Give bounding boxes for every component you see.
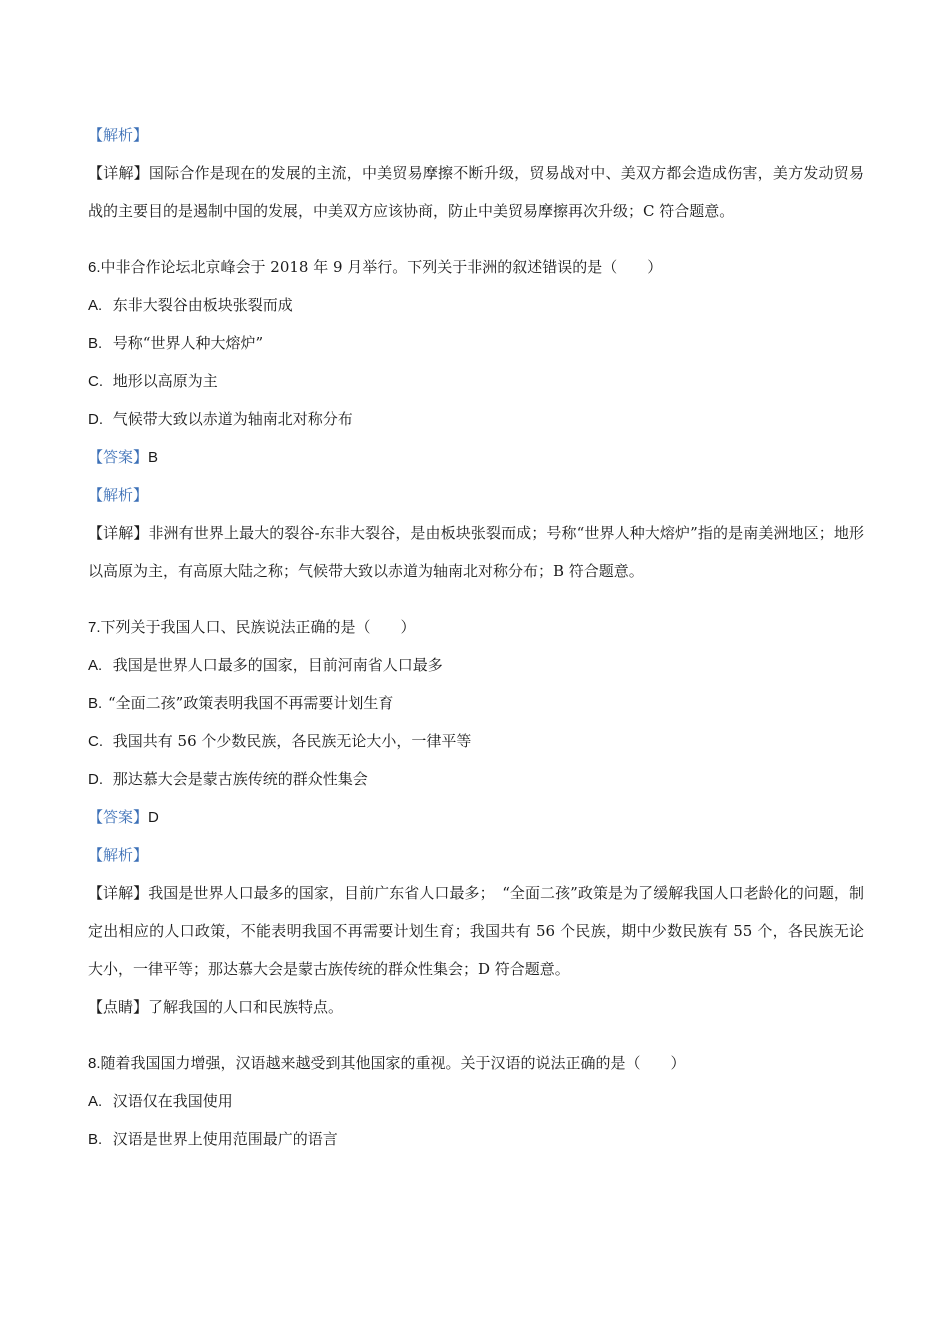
option-letter: D.	[88, 411, 103, 428]
document-page	[88, 116, 864, 1158]
detail-paragraph	[88, 514, 864, 590]
option-text: 我国共有 56 个少数民族，各民族无论大小，一律平等	[112, 732, 472, 750]
answer-value: D	[148, 809, 159, 826]
question-stem	[88, 608, 864, 646]
detail-paragraph	[88, 874, 864, 988]
analysis-label: 【解析】	[88, 486, 149, 504]
detail-paragraph	[88, 154, 864, 230]
option-b	[88, 1120, 864, 1158]
spacer	[88, 590, 864, 608]
spacer	[88, 1026, 864, 1044]
comment-text: 了解我国的人口和民族特点。	[148, 998, 344, 1016]
option-letter: B.	[88, 335, 103, 352]
option-a	[88, 646, 864, 684]
question-text: 中非合作论坛北京峰会于 2018 年 9 月举行。下列关于非洲的叙述错误的是（ ）	[100, 258, 663, 276]
option-d	[88, 400, 864, 438]
option-letter: D.	[88, 771, 103, 788]
option-letter: A.	[88, 297, 103, 314]
option-text: 汉语是世界上使用范围最广的语言	[112, 1130, 338, 1148]
option-a	[88, 1082, 864, 1120]
question-text: 随着我国国力增强，汉语越来越受到其他国家的重视。关于汉语的说法正确的是（ ）	[100, 1054, 686, 1072]
analysis-heading	[88, 116, 864, 154]
answer-line	[88, 798, 864, 836]
option-b	[88, 684, 864, 722]
option-c	[88, 722, 864, 760]
question-text: 下列关于我国人口、民族说法正确的是（ ）	[100, 618, 416, 636]
option-b	[88, 324, 864, 362]
detail-label: 【详解】	[88, 524, 149, 542]
option-text: 汉语仅在我国使用	[112, 1092, 233, 1110]
detail-text: 我国是世界人口最多的国家，目前广东省人口最多； “全面二孩”政策是为了缓解我国人口老龄化的问题，制定出相应的人口政策，不能表明我国不再需要计划生育；我国共有 56 个民族，期中少数民族有 55 个，各民族无论大小，一律平等；那达慕大会是蒙古族传统的群众性集会；D 符合题意。	[88, 884, 864, 978]
analysis-heading	[88, 836, 864, 874]
comment-label: 【点睛】	[88, 998, 149, 1016]
detail-label: 【详解】	[88, 164, 149, 182]
detail-text: 非洲有世界上最大的裂谷-东非大裂谷，是由板块张裂而成；号称“世界人种大熔炉”指的是南美洲地区；地形以高原为主，有高原大陆之称；气候带大致以赤道为轴南北对称分布；B 符合题意。	[88, 524, 864, 580]
detail-label: 【详解】	[88, 884, 149, 902]
option-a	[88, 286, 864, 324]
option-d	[88, 760, 864, 798]
answer-line	[88, 438, 864, 476]
answer-label: 【答案】	[88, 808, 149, 826]
option-text: 那达慕大会是蒙古族传统的群众性集会	[112, 770, 368, 788]
option-letter: C.	[88, 373, 103, 390]
question-stem	[88, 1044, 864, 1082]
option-text: 我国是世界人口最多的国家，目前河南省人口最多	[112, 656, 443, 674]
option-text: 号称“世界人种大熔炉”	[112, 334, 264, 352]
option-text: 地形以高原为主	[112, 372, 218, 390]
option-letter: B.	[88, 695, 103, 712]
analysis-label: 【解析】	[88, 126, 149, 144]
option-text: 东非大裂谷由板块张裂而成	[112, 296, 293, 314]
option-c	[88, 362, 864, 400]
option-text: 气候带大致以赤道为轴南北对称分布	[112, 410, 353, 428]
question-stem	[88, 248, 864, 286]
analysis-label: 【解析】	[88, 846, 149, 864]
option-letter: A.	[88, 1093, 103, 1110]
answer-value: B	[148, 449, 159, 466]
question-number: 6.	[88, 259, 101, 276]
question-number: 8.	[88, 1055, 101, 1072]
question-number: 7.	[88, 619, 101, 636]
spacer	[88, 230, 864, 248]
option-letter: B.	[88, 1131, 103, 1148]
answer-label: 【答案】	[88, 448, 149, 466]
option-text: “全面二孩”政策表明我国不再需要计划生育	[108, 694, 394, 712]
analysis-heading	[88, 476, 864, 514]
option-letter: A.	[88, 657, 103, 674]
detail-text: 国际合作是现在的发展的主流，中美贸易摩擦不断升级，贸易战对中、美双方都会造成伤害，美方发动贸易战的主要目的是遏制中国的发展，中美双方应该协商，防止中美贸易摩擦再次升级；C 符合题意。	[88, 164, 864, 220]
comment-line	[88, 988, 864, 1026]
option-letter: C.	[88, 733, 103, 750]
